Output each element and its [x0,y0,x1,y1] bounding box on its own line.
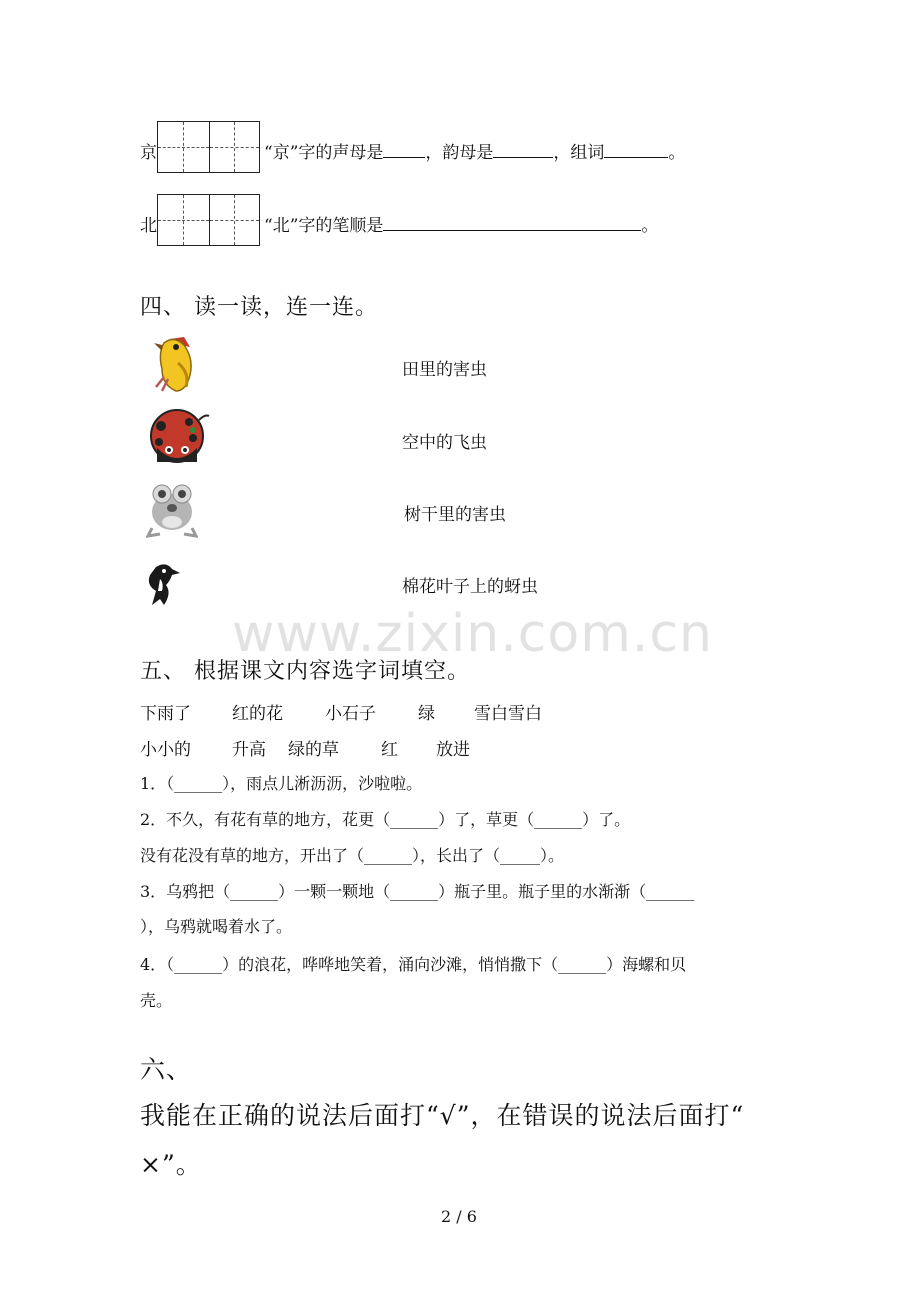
section4-heading: 四、 读一读，连一连。 [140,295,378,320]
ladybug-icon[interactable] [147,408,211,464]
phrase-trunk-pest[interactable]: 树干里的害虫 [404,505,506,525]
jing-word-blank[interactable] [604,139,668,158]
jing-period: 。 [668,143,686,163]
frog-icon[interactable] [146,478,198,538]
jing-final-blank[interactable] [493,139,553,158]
bei-question [264,211,658,236]
phrase-cotton-aphid[interactable]: 棉花叶子上的蚜虫 [402,577,538,597]
question-2b[interactable]: 没有花没有草的地方，开出了（______），长出了（_____）。 [140,846,565,865]
jing-final-label: ，韵母是 [425,143,494,163]
word-xiayule[interactable]: 下雨了 [140,704,191,724]
jing-word-label: ，组词 [553,143,605,163]
phrase-flying-insect[interactable]: 空中的飞虫 [402,433,487,453]
section6-instruction-line2: ×”。 [140,1150,202,1179]
tianzige-box-jing[interactable] [157,121,260,173]
word-hong[interactable]: 红 [381,740,398,760]
word-hongdehua[interactable]: 红的花 [232,704,283,724]
watermark: www.zixin.com.cn [232,604,713,664]
word-lvdecao[interactable]: 绿的草 [288,740,339,760]
question-2a[interactable]: 2．不久，有花有草的地方，花更（______）了，草更（______）了。 [140,810,631,829]
woodpecker-icon[interactable] [142,561,182,607]
section6-instruction-line1: 我能在正确的说法后面打“√”，在错误的说法后面打“ [140,1101,745,1130]
bei-stroke-blank[interactable] [383,212,641,231]
question-3a[interactable]: 3．乌鸦把（______）一颗一颗地（______）瓶子里。瓶子里的水渐渐（______ [140,882,695,901]
word-shenggao[interactable]: 升高 [232,740,266,760]
jing-question [264,138,685,163]
question-4b[interactable]: 壳。 [140,991,173,1010]
jing-initial-blank[interactable] [383,139,425,158]
phrase-field-pest[interactable]: 田里的害虫 [402,360,487,380]
bei-period: 。 [641,216,659,236]
section5-heading: 五、 根据课文内容选字词填空。 [140,659,470,684]
jing-initial-label: “京”字的声母是 [264,143,384,163]
bird-icon[interactable] [150,333,202,397]
word-lv[interactable]: 绿 [418,704,435,724]
page-number: 2 / 6 [441,1207,477,1226]
section6-heading: 六、 [140,1055,193,1084]
tianzige-box-bei[interactable] [157,194,260,246]
word-xiaoshizi[interactable]: 小石子 [325,704,376,724]
char-bei: 北 [140,216,157,236]
word-xiaoxiaode[interactable]: 小小的 [140,740,191,760]
question-3b[interactable]: ），乌鸦就喝着水了。 [140,917,293,936]
word-fangjin[interactable]: 放进 [436,740,470,760]
question-1[interactable]: 1．（______），雨点儿淅沥沥，沙啦啦。 [140,774,423,793]
word-xuebai[interactable]: 雪白雪白 [474,704,542,724]
question-4a[interactable]: 4．（______）的浪花，哗哗地笑着，涌向沙滩，悄悄撒下（______）海螺和贝 [140,955,687,974]
bei-stroke-label: “北”字的笔顺是 [264,216,384,236]
char-jing: 京 [140,143,157,163]
